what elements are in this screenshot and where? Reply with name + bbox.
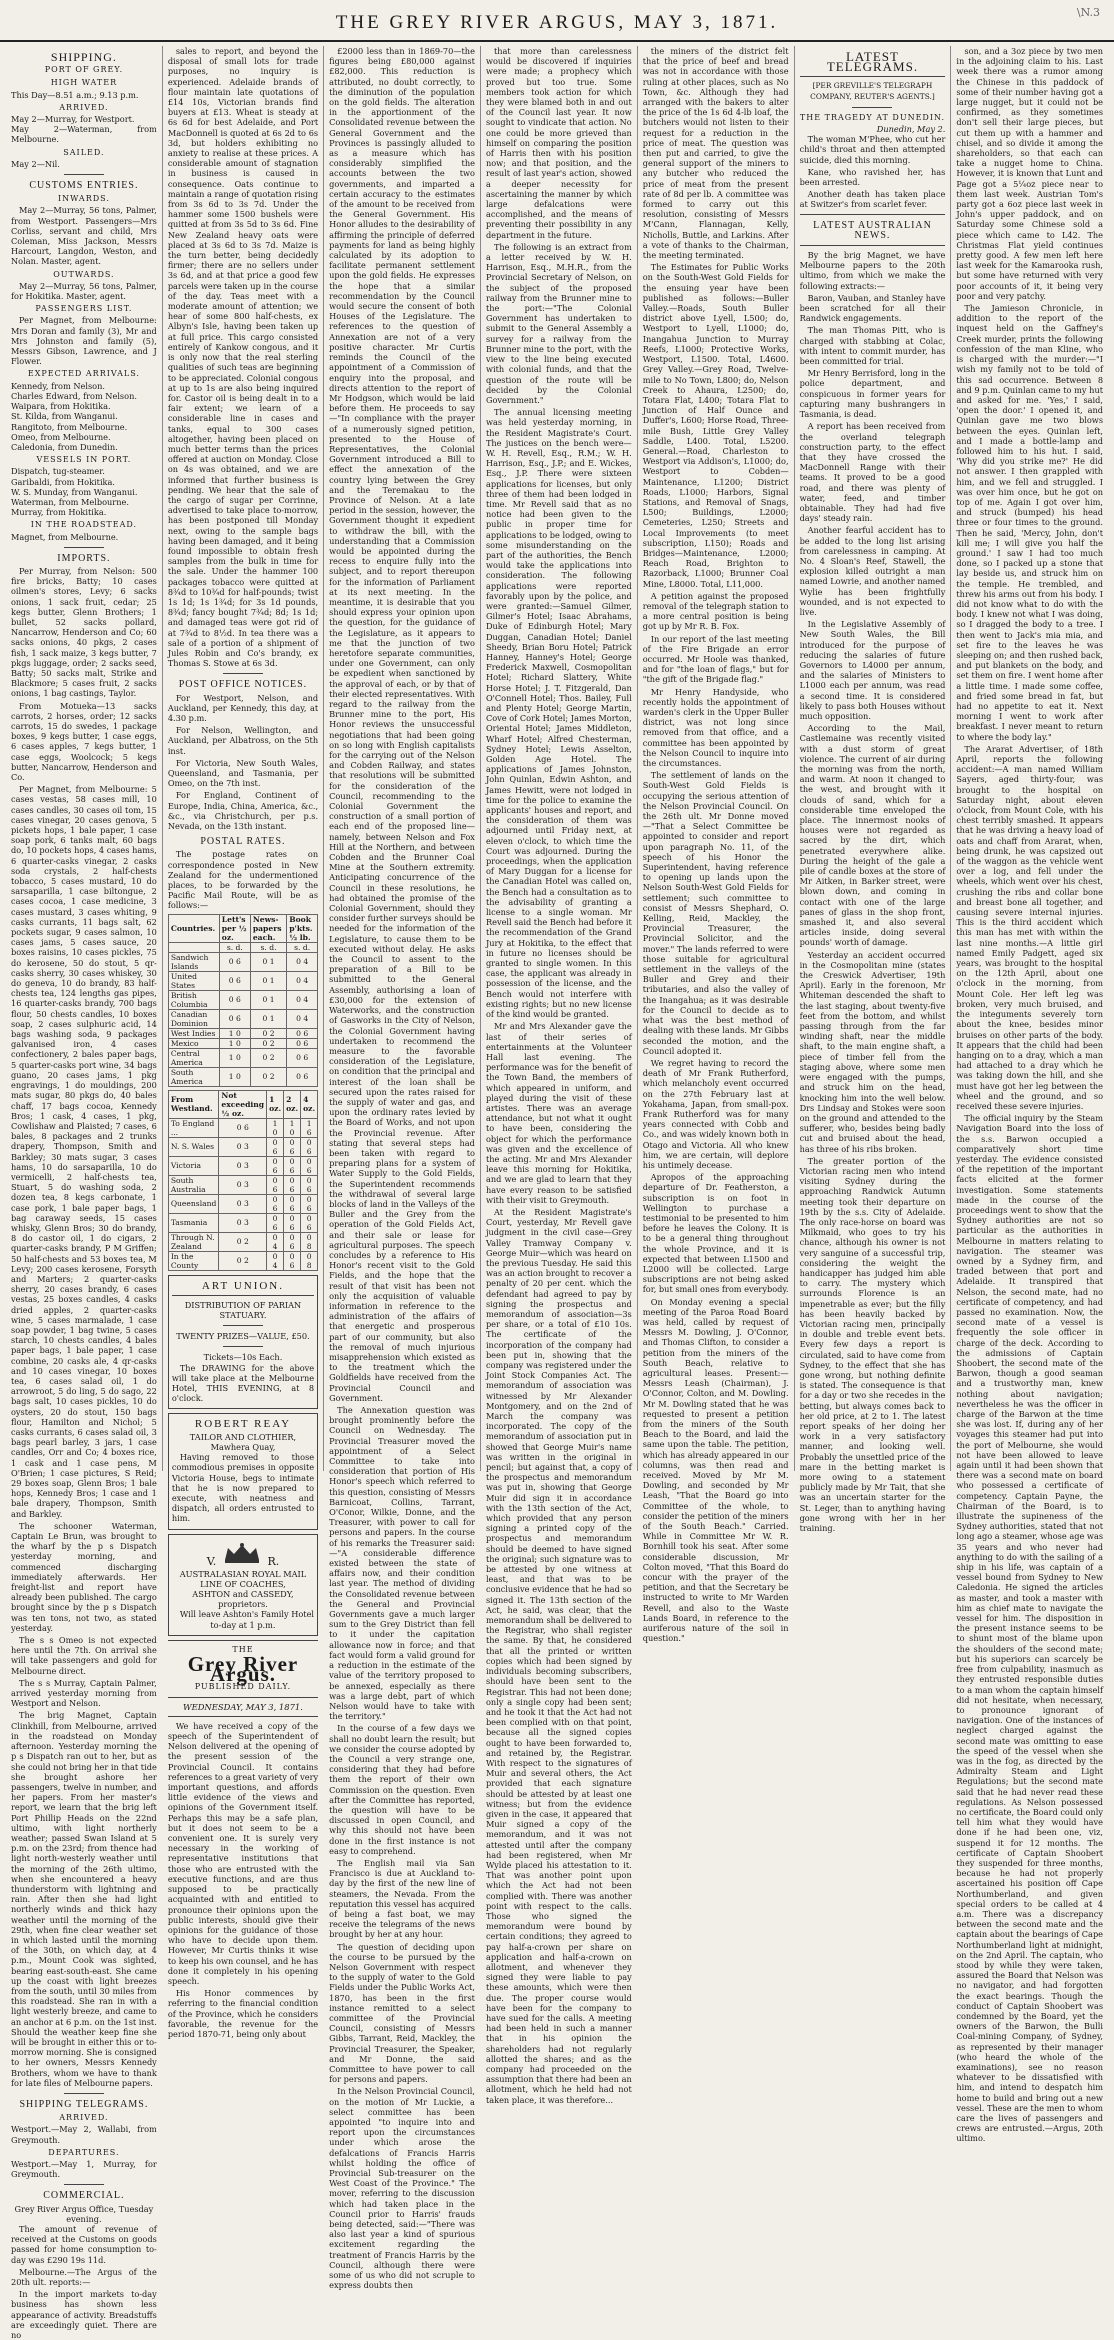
- tailor-text: Having removed to those commodious premises in opposite Victoria House, begs to intimate that he is now prepared to execute, with neatness and dispatch, all orders entrusted to him.: [171, 1452, 315, 1524]
- expected-item: Waipara, from Hokitika.: [11, 401, 111, 412]
- shipping-title: SHIPPING.: [50, 50, 117, 64]
- table-cell: 1 6: [301, 1118, 318, 1137]
- table-cell: United States: [168, 971, 219, 990]
- crest-v: V.: [206, 1554, 217, 1568]
- table-cell: 0 4: [287, 952, 318, 971]
- table-cell: 0 6: [267, 1156, 284, 1175]
- divider: [800, 214, 946, 215]
- divider: [64, 547, 104, 548]
- divider: [64, 2093, 104, 2094]
- table-cell: 0 6: [287, 1028, 318, 1038]
- article-para: The Ararat Advertiser, of 18th April, reports the following accident:—A man named William Sayers, aged thirty-four, was brought to the hospital on Saturday night, about eleven o'clock, from Mount Cole, with his chest terribly smashed. It appears that he was driving a heavy load of oats and chaff from Ararat, when, being drunk, he was capsized out of the waggon as the vehicle went over a log, and fell under the wheels, which went over his chest, crushing the ribs and collar bone and breast bone all together, and causing severe internal injuries. This is the third accident which this man has met with within the last nine months.—A little girl named Emily Padgett, aged six years, was brought to the hospital on the 12th April, about one o'clock in the morning, from Mount Cole. Her left leg was broken, very much bruised, and the integuments severely torn about the knee, besides minor bruises on other parts of the body. It appears that the child had been hanging on to a dray, which a man had attached to a dray which he was taking down the hill, and she must have got her leg between the wheel and the ground, and so received these severe injuries.: [956, 743, 1104, 1111]
- table-cell: 0 6: [219, 952, 250, 971]
- divider: [852, 107, 892, 108]
- table-cell: 0 6: [301, 1213, 318, 1232]
- inwards: May 2—Murray, 56 tons, Palmer, from Westport. Passengers—Mrs Corliss, servant and child, Mrs Coleman, Miss Jackson, Messrs Harcourt, Langdon, Weston, and Nolan. Master, agent.: [11, 205, 157, 267]
- table-cell: To England ...: [168, 1118, 219, 1137]
- table-cell: 0 2: [250, 1067, 286, 1086]
- expected-item: Kennedy, from Nelson.: [11, 380, 105, 391]
- article-para: The Jamieson Chronicle, in addition to the report of the inquest held on the Gaffney's Creek murder, prints the following confession of the man Kline, who is charged with the murder:—"I wish my family not to be told of this sad occurrence. Between 8 and 9 p.m. Quinlan came to my hut and asked for me. 'Yes,' I said, 'open the door.' I opened it, and Quinlan gave me two blows between the eyes. Quinlan left, and I made a bottle-lamp and followed him to his hut. I said, 'Why did you strike me?' He did not answer. I then grappled with him, and we fell and struggled. I was over him once, but he got on top of me. Again I got over him, and struck (bumped) his head three or four times to the ground. Then he said, 'Mercy, John, don't kill me; I will give you half the ground.' I saw I had too much done, so I packed up a stone that lay beside us, and struck him on the temple. He trembled, and threw his arms out from his body. I did not know what to do with the body. I knew not what I was doing, so I dragged the body to a tree. I then went to Jack's mia mia, and set fire to the leaves he was sleeping on; and then rushed back, and put blankets on the body, and set them on fire. I went home after a little time. I made some coffee, and fried some bread in fat, but had no appetite to eat it. Next morning I went to work after breakfast. I never meant to return to where the body lay.": [956, 303, 1104, 742]
- table-cell: 0 4: [287, 971, 318, 990]
- tailor-sub: TAILOR AND CLOTHIER, Mawhera Quay,: [189, 1431, 297, 1452]
- table-cell: 0 2: [250, 1038, 286, 1048]
- table-cell: 0 3: [219, 1175, 267, 1194]
- table-cell: 1 0: [219, 1067, 250, 1086]
- table-row: [168, 1232, 317, 1251]
- aus-para: In the Legislative Assembly of New South Wales, the Bill introduced for the purpose of reducing the salaries of future Governors to L4000 per annum, and the salaries of Ministers to L1000 each per annum, was read a second time. It is considered likely to pass both Houses without much opposition.: [799, 619, 946, 721]
- paper-published: PUBLISHED DAILY.: [194, 1682, 292, 1692]
- article-para: that more than carelessness would be discovered if inquiries were made; a prophecy which proved but too true. Some members took action for which they were blamed both in and out of the Council last year. It now sought to vindicate that action. No one could be more grieved than himself on comparing the position of Harris then with his position now; and that position, and the result of last year's action, showed a deeper necessity for ascertaining the manner by which large defalcations were accomplished, and the means of preventing their possibility in any department in the future.: [485, 46, 632, 240]
- article-para: the miners of the district felt that the price of beef and bread was not in accordance with those ruling at other places, such as No Town, &c. Although they had arranged with the bakers to alter the price of the 1s 6d 4-lb loaf, the butchers would not listen to their request for a reduction in the price of meat. The question was then put and carried, to give the general support of the miners to any butcher who reduced the price of meat from the present rate of 8d per lb. A committee was formed to carry out this resolution, consisting of Messrs M'Cann, Flannagan, Kelly, Nicholls, Buttle, and Larkins. After a vote of thanks to the Chairman, the meeting terminated.: [642, 46, 789, 261]
- divider: [223, 1346, 263, 1347]
- table-cell: 0 6: [301, 1194, 318, 1213]
- coach-text: Will leave Ashton's Family Hotel to-day at 1 p.m.: [179, 1609, 315, 1630]
- table-cell: 0 1: [250, 990, 286, 1009]
- table-header-row: [168, 914, 317, 942]
- tele-departures-label: DEPARTURES.: [48, 2147, 120, 2157]
- art-union-line: DISTRIBUTION OF PARIAN STATUARY.: [184, 1299, 302, 1321]
- table-cell: 0 6: [284, 1213, 301, 1232]
- table-unit-cell: [168, 942, 219, 952]
- tele-departures: Westport.—May 1, Murray, for Greymouth.: [11, 2159, 157, 2180]
- table-cell: Queensland: [168, 1194, 219, 1213]
- table-cell: 0 6: [284, 1156, 301, 1175]
- tele-arrived-label: ARRIVED.: [59, 2113, 109, 2123]
- table-cell: 0 6: [219, 990, 250, 1009]
- customs-title: CUSTOMS ENTRIES.: [29, 180, 139, 192]
- post-notice: For England, Continent of Europe, India, China, America, &c., &c., via Christchurch, per p.s. Nevada, on the 13th instant.: [167, 790, 319, 832]
- article-para: The following is an extract from a letter received by W. H. Harrison, Esq., M.H.R., from the Provincial Secretary of Nelson, on the subject of the proposed railway from the Brunner mine to the port:—"The Colonial Government has undertaken to submit to the General Assembly a survey for a railway from the Brunner mine to the port, with the view to the line being executed with colonial funds, and that the question of the route will be decided by the Colonial Government.": [485, 241, 632, 405]
- table-cell: 0 6: [267, 1175, 284, 1194]
- divider: [168, 1697, 318, 1698]
- table-cell: Sandwich Islands: [168, 952, 219, 971]
- shipping-news: The s s Omeo is not expected here until the 7th. On arrival she will take passengers and gold for Melbourne direct.: [11, 1635, 157, 1676]
- table-cell: 0 3: [219, 1156, 267, 1175]
- table-row: [168, 1194, 317, 1213]
- commercial-para: The amount of revenue of received at the Customs on goods passed for home consumption to-day was £290 19s 11d.: [11, 2224, 157, 2265]
- article-para: In the course of a few days we shall no doubt learn the result; but we consider the course adopted by the Council a very strange one, considering that they had before them the report of their own Commission on the question. Even after the Committee has reported, the question will have to be discussed in open Council, and why this should not have been done in the first instance is not easy to comprehend.: [329, 1723, 475, 1856]
- table-header-cell: 1 oz.: [267, 1090, 284, 1118]
- aus-para: According to the Mail, Castlemaine was recently visited with a dust storm of great violence. The current of air during the morning was from the north, and warm. At noon it changed to the west, and brought with it clouds of sand, which for a considerable time enveloped the place. The innermost nooks of houses were not regarded as sacred by the dirt, which penetrated everywhere alike. During the height of the gale a pile of candle boxes at the store of Mr Aitken, in Barker street, were blown down, and coming in contact with one of the large panes of glass in the shop front, smashed it, and also several articles inside, doing several pounds' worth of damage.: [799, 723, 946, 948]
- shipping-news: The s s Murray, Captain Palmer, arrived yesterday morning from Westport and Nelson.: [11, 1677, 157, 1709]
- table-cell: 0 4: [287, 990, 318, 1009]
- westland-rates-table: [168, 1090, 318, 1271]
- table-cell: 0 3: [219, 1213, 267, 1232]
- tragedy-para: Kane, who ravished her, has been arrested.: [799, 166, 946, 188]
- table-row: [168, 1213, 317, 1232]
- editorial-para: His Honor commences by referring to the financial condition of the Province, which he considers favorable, the revenue for the period 1870-71, being only about: [167, 1988, 319, 2039]
- tragedy-para: Another death has taken place at Switzer's from scarlet fever.: [799, 189, 946, 210]
- table-cell: 0 6: [219, 1009, 250, 1028]
- table-row: [168, 1009, 317, 1028]
- table-cell: 1 0: [284, 1118, 301, 1137]
- roadstead-label: IN THE ROADSTEAD.: [30, 520, 138, 530]
- table-cell: 0 1: [250, 971, 286, 990]
- column-4: [481, 46, 638, 2105]
- column-1: [6, 46, 163, 2340]
- column-7: [951, 46, 1108, 2144]
- imports-title: IMPORTS.: [57, 552, 111, 564]
- expected-item: Caledonia, from Dunedin.: [11, 441, 118, 452]
- shipping-news: The brig Magnet, Captain Clinkhill, from Melbourne, arrived in the roadstead on Monday afternoon. Yesterday morning the p s Dispatch ran out to her, but as she could not bring her in that tide she brought ashore her passengers, twelve in number, and her papers. From her master's report, we learn that the brig left Port Phillip Heads on the 22nd ultimo, with light northerly weather; passed Swan Island at 5 p.m. on the 23rd; from thence had light north-westerly weather until the morning of the 26th ultimo, when she encountered a heavy thunderstorm with lightning and rain. After then she had light northerly winds and thick hazy weather until the morning of the 29th, when fine clear weather set in which lasted until the morning of the 30th, on which day, at 4 p.m., Mount Cook was sighted, bearing east-south-east. She came up the coast with light breezes from the south, until 30 miles from this roadstead. She ran in with a light westerly breeze, and came to an anchor at 6 p.m. on the 1st inst. Should the weather keep fine she will be brought in either this or to-morrow morning. She is consigned to her owners, Messrs Kennedy Brothers, whom we have to thank for late files of Melbourne papers.: [11, 1710, 157, 2088]
- table-cell: 1 0: [219, 1028, 250, 1038]
- aus-para: The man Thomas Pitt, who is charged with stabbing at Colac, with intent to commit murder, has been committed for trial.: [799, 325, 946, 367]
- crown-icon: [219, 1542, 265, 1564]
- article-para: £2000 less than in 1869-70—the figures being £80,000 against £82,000. This reduction is attributed, no doubt correctly, to the diminution of the population on the gold fields. The alteration in the apportionment of the Consolidated revenue between the General Government and the Provinces is passingly alluded to as a measure which has considerably simplified the accounts between the two governments, and imparted a certain accuracy to the estimates of the amount to be received from the General Government. His Honor alludes to the desirability of affirming the principle of deferred payments for land as being highly calculated by its adoption to facilitate permanent settlement upon the gold fields. He expresses the hope that a similar recommendation by the Council would secure the consent of both Houses of the Legislature. The references to the question of Annexation are not of a very positive character. Mr Curtis reminds the Council of the appointment of a Commission of enquiry into the proposal, and directs attention to the report of Mr Hodgson, which would be laid before them. He proceeds to say—"In compliance with the prayer of a numerously signed petition, presented to the House of Representatives, the Colonial Government introduced a Bill to effect the annexation of the country lying between the Grey and the Teremakau to the Province of Nelson. At a late period in the session, however, the Government thought it expedient to withdraw the bill, with the understanding that a Commission would be appointed during the recess to enquire fully into the subject, and to report thereupon for the information of Parliament at its next meeting. In the meantime, it is desirable that you should express your opinion upon the question, for the guidance of the Legislature, as it appears to me that the junction of two heretofore separate communities, under one Government, can only be expedient when sanctioned by the approval of each, or by that of their elected representatives. With regard to the railway from the Brunner mine to the port, His Honor reviews the unsuccessful negotiations that had been going on so long with English capitalists for the carrying out of the Nelson and Cobden Railway, and states that resolutions will be submitted for the consideration of the Council, recommending to the Colonial Government the construction of a small portion of each end of the proposed line—namely, between Nelson and Fox Hill at the Northern, and between Cobden and the Brunner Coal Mine at the Southern extremity. Anticipating concurrence of the Council in these resolutions, he had obtained the promise of the Colonial Government, should they consider further surveys should be needed for the information of the Legislature, to cause them to be executed without delay. He asks the Council to assent to the preparation of a Bill to be submitted to the General Assembly, authorising a loan of £30,000 for the extension of Waterworks, and the construction of Gasworks in the City of Nelson, the Colonial Government having undertaken to recommend the measure to the favorable consideration of the Legislature, on condition that the principal and interest of the loan shall be secured upon the rates raised for the supply of water and gas, and upon the ordinary rates levied by the Board of Works, and not upon the Provincial revenue. After stating that several steps had been taken with regard to preparing plans for a system of Water Supply to the Gold Fields, the Superintendent recommends the withdrawal of several large blocks of land in the Valleys of the Buller and the Grey from the operation of the Gold Fields Act, and their sale or lease for agricultural purposes. The speech concludes by a reference to His Honor's recent visit to the Gold Fields, and the hope that the result of that visit has been not only the acquisition of valuable information in reference to the administration of the affairs of that energetic and prosperous part of our community, but also the removal of much injurious misapprehension which existed as to the treatment which the Goldfields have received from the Provincial Council and Government.: [329, 46, 475, 1403]
- table-units-row: [168, 942, 317, 952]
- market-report: sales to report, and beyond the disposal of small lots for trade purposes, no inquiry is experienced. Adelaide brands of flour maintain late quotations of £14 10s, Victorian brands find buyers at £13. Wheat is steady at 6s 6d for best Adelaide, and Port MacDonnell is quoted at 6s 2d to 6s 3d, but holders exhibiting no anxiety to realise at these prices. A considerable amount of stagnation in business is caused in consequence. Oats continue to maintain a range of quotation rising from 3s 6d to 3s 7d. Under the hammer some 1500 bushels were quitted at from 3s 5d to 3s 6d. Fine New Zealand heavy oats were placed at 3s 6d to 3s 7d. Maize is the turn better, being decidedly firmer; there are no sellers under 3s 6d, and at that price a good few parcels were taken up in the course of the day. Teas meet with a moderate amount of attention; we hear of some 800 half-chests, ex Albyn's Isle, having been taken up at full price. This cargo consisted entirely of Kankow congous, and it is only now that the real sterling qualities of such teas are beginning to be appreciated. Colonial congous at up to 1s are also being inquired for. Castor oil is being dealt in to a fair extent; we learn of a considerable line in cases and tanks, equal to 300 cases altogether, having been placed on much better terms than the prices offered at auction on Monday. Close on 4s was obtained, and we are informed that further business is pending. We hear that the sale of the cargo of sugar per Corrinne, advertised to take place to-morrow, has been postponed till Monday next, owing to the sample bags having been damaged, and it being found impossible to obtain fresh samples from the bulk in time for the sale. Under the hammer 100 packages tobacco were quitted at 8¾d to 10¾d for half-pounds; twist 1s 1d; 1s 1¾d; for 3s 1d pounds, 8¾d; fancy bought 7¾d; 8d; 1s 1d; and damaged teas were got rid of at 7¾d to 8½d. In tea there was a sale of a portion of a shipment of Jules Robin and Co's brandy, ex Thomas S. Stowe at 6s 3d.: [167, 46, 319, 669]
- vessel-item: Waterman, from Melbourne.: [11, 496, 129, 507]
- post-office-title: POST OFFICE NOTICES.: [178, 679, 308, 691]
- table-row: [168, 1048, 317, 1067]
- table-cell: 0 4: [267, 1232, 284, 1251]
- roadstead: Magnet, from Melbourne.: [11, 531, 119, 542]
- coach-sub: ASHTON and CASSEDY, proprietors.: [192, 1589, 294, 1610]
- table-row: [168, 971, 317, 990]
- table-cell: 0 2: [250, 1028, 286, 1038]
- high-water: This Day—8.51 a.m.; 9.13 p.m.: [11, 89, 139, 100]
- table-header-cell: From Westland.: [168, 1090, 219, 1118]
- tragedy-title: THE TRAGEDY AT DUNEDIN.: [799, 112, 946, 122]
- masthead-title: THE GREY RIVER ARGUS, MAY 3, 1871.: [335, 12, 779, 33]
- table-cell: 0 6: [284, 1194, 301, 1213]
- table-cell: Tasmania: [168, 1213, 219, 1232]
- table-cell: 0 4: [267, 1251, 284, 1270]
- table-row: [168, 1175, 317, 1194]
- table-cell: 0 6: [301, 1156, 318, 1175]
- table-header-row: [168, 1090, 317, 1118]
- postal-rates-table: [168, 914, 318, 1087]
- passengers: Per Magnet, from Melbourne: Mrs Doran and family (3), Mr and Mrs Johnston and family (5), Messrs Gibson, Lawrence, and J Flower.: [11, 315, 157, 367]
- table-cell: 0 6: [219, 1118, 267, 1137]
- commercial-sub: Grey River Argus Office, Tuesday evening.: [14, 2203, 154, 2224]
- vessel-item: Murray, from Hokitika.: [11, 507, 107, 518]
- table-cell: 0 1: [250, 952, 286, 971]
- table-unit-cell: s. d.: [250, 942, 286, 952]
- article-para: We regret having to record the death of Mr Frank Rutherford, which melancholy event occurred on the 27th February last at Yokahama, Japan, from small-pox. Frank Rutherford was for many years connected with Cobb and Co., and was widely known both in Otago and Victoria. All who knew him, we are certain, will deplore his untimely decease.: [642, 1057, 789, 1170]
- table-cell: 0 6: [284, 1175, 301, 1194]
- divider: [64, 2184, 104, 2185]
- table-cell: 0 8: [301, 1232, 318, 1251]
- table-cell: Victoria: [168, 1156, 219, 1175]
- aus-para: Yesterday an accident occurred in the Cosmopolitan mine (states the Creswick Advertiser, 19th April). Early in the forenoon, Mr Whiteman descended the shaft to the last staging, about twenty-five feet from the bottom, and whilst passing through from the far winding shaft, near the middle shaft, to the main engine shaft, a piece of timber fell from the staging above, where some men were engaged with the pumps, and struck him on the head, knocking him into the well below. Drs Lindsay and Stokes were soon on the ground and attended to the sufferer, who, besides being badly cut and bruised about the head, has three of his ribs broken.: [799, 949, 946, 1154]
- post-notice: For Victoria, New South Wales, Queensland, and Tasmania, per Omeo, on the 7th inst.: [167, 757, 319, 789]
- article-para: The Estimates for Public Works on the South-West Gold Fields for the ensuing year have been published as follows:—Buller Valley.—Roads, South Buller district above Lyell, L500; do, Westport to Lyell, L1000; do, Inangahua Junction to Murray Reefs, L1000; Protective Works, Westport, L1500. Total, L4600. Grey Valley.—Grey Road, Twelve-mile to No Town, L800; do, Nelson Creek to Ahaura, L2500; do, Totara Flat, L400; Totara Flat to Junction of Half Ounce and Duffer's, L600; Horse Road, Three-mile Bush, Little Grey Valley Saddle, L400. Total, L5200. General.—Road, Charleston to Westport via Addison's, L1000; do, Westport to Cobden—Maintenance, L1200; District Roads, L1000; Harbors, Signal Stations, and Removal of Snags, L500; Buildings, L2000; Cemeteries, L250; Streets and Local Improvements (to meet subscription, L150); Roads and Bridges—Maintenance, L2000; Reach Road, Brighton to Razorback, L1000; Brunner Coal Mine, L8000. Total, L11,000.: [642, 262, 789, 589]
- article-para: The official inquiry by the Steam Navigation Board into the loss of the s.s. Barwon occupied a comparatively short time yesterday. The evidence consisted of the repetition of the important facts elicited at the former investigation. Some statements made in the course of the proceedings went to show that the Sydney authorities are not so particular as the authorities in Melbourne in matters relating to navigation. The steamer was owned by a Sydney firm, and traded between that port and Adelaide. It transpired that Nelson, the second mate, had no certificate of competency, and had passed no examination. Now, the second mate of a vessel is frequently the sole officer in charge of the deck. According to the admissions of Captain Shoobert, the second mate of the Barwon, though a good seaman and a trustworthy man, knew nothing about navigation; nevertheless he was the officer in charge of the Barwon at the time she was lost. If, during any of her voyages this steamer had put into the port of Melbourne, she would not have been allowed to leave again until it had been shown that there was a second mate on board who possessed a certificate of competency. Captain Payne, the Chairman of the Board, is to illustrate the supineness of the Sydney authorities, stated that not long ago a steamer, whose age was 35 years and who never had anything to do with the sailing of a ship in his life, was captain of a vessel bound from Sydney to New Caledonia. He signed the articles as master, and took a master with him as chief mate to navigate the vessel for him. The disposition in the present instance seems to be to shunt most of the blame upon the shoulders of the second mate; but his superiors can scarcely be free from culpability, inasmuch as they entrusted responsible duties to a man whom the captain himself did not hesitate, when necessary, to pronounce ignorant of navigation. One of the instances of neglect charged against the second mate was omitting to ease the speed of the vessel when she was in the fog, as directed by the Admiralty Steam and Light Regulations; but the second mate said that he had never read these regulations. As Nelson possessed no certificate, the Board could only tell him what they would have done if he had been one, viz, suspend it for 12 months. The certificate of Captain Shoobert they suspended for three months, because he had not properly ascertained his position off Cape Northumberland, and given special orders to be called at 4 a.m. There was a discrepancy between the second mate and the captain about the bearings of Cape Northumberland light at midnight, on the 2nd April. The captain, who stood by while they were taken, assured the Board that Nelson was no navigator, and had forgotten the exact bearings. Though the conduct of Captain Shoobert was condemned by the Board, yet the owners of the Barwon, the Bulli Coal-mining Company, of Sydney, as represented by their manager (who heard the whole of the examinations), see no reason whatever to be dissatisfied with him, and intend to despatch him home to build and bring out a new vessel. These are the men to whom care the lives of passengers and crews are entrusted.—Argus, 20th ultimo.: [956, 1113, 1104, 2144]
- table-header-cell: News-papers each.: [250, 914, 286, 942]
- aus-para: A report has been received from the overland telegraph construction party, to the effect that they have crossed the MacDonnell Range with their teams. It proved to be a good road, and there was plenty of water, feed, and timber obtainable. They had had five days' steady rain.: [799, 421, 946, 524]
- article-para: Mr and Mrs Alexander gave the last of their series of entertainments at the Volunteer Hall last evening. The performance was for the benefit of the Town Band, the members of which appeared in uniform, and played during the visit of these artistes. There was an average attendance, but not what it ought to have been, considering the object for which the performance was given and the excellence of the acting. Mr and Mrs Alexander leave this morning for Hokitika, and we are glad to learn that they have every reason to be satisfied with their visit to Greymouth.: [485, 1021, 632, 1205]
- port-title: PORT OF GREY.: [44, 65, 124, 75]
- masthead: [0, 0, 1114, 42]
- imports-para: Per Murray, from Nelson: 500 fire bricks, Batty; 10 cases oilmen's stores, Levy; 6 sacks onions, 1 sack fruit, cedar; 25 kegs butter, Glenn Brothers; 1 bullet, 52 sacks pollard, Nancarrow, Henderson and Co; 60 sacks onions, 40 pkgs, 2 cases fish, 1 sack maize, 3 kegs butter, 7 pkgs luggage, order; 2 sacks seed, Batty; 50 sacks malt, Strike and Blackmore; 5 cases fruit, 2 sacks onions, 1 bag castings, Taylor.: [11, 565, 157, 699]
- table-cell: 0 8: [301, 1251, 318, 1270]
- article-para: A petition against the proposed removal of the telegraph station to a more central position is being got up by Mr R. B. Fox.: [642, 590, 789, 632]
- article-para: Apropos of the approaching departure of Dr. Featherston, a subscription is on foot in Wellington to purchase a testimonial to be presented to him before he leaves the Colony. It is to be a general thing throughout the whole Province, and it is expected that between L1500 and L2000 will be collected. Large subscriptions are not being asked for, but small ones from everybody.: [642, 1172, 789, 1295]
- telegram-credit: [PER GREVILLE'S TELEGRAPH COMPANY, REUTER'S AGENTS.]: [810, 81, 935, 101]
- passengers-label: PASSENGERS LIST.: [35, 304, 133, 314]
- art-union-title: ART UNION.: [201, 1279, 285, 1292]
- postal-rates-title: POSTAL RATES.: [200, 836, 286, 848]
- table-row: [168, 1156, 317, 1175]
- divider: [168, 1640, 318, 1641]
- columns: [6, 46, 1108, 2340]
- article-para: The annual licensing meeting was held yesterday morning, in the Resident Magistrate's Court. The justices on the bench were—W. H. Revell, Esq., R.M.; W. H. Harrison, Esq., J.P.; and E. Wickes, Esq., J.P. There were sixteen applications for licenses, but only three of them had been lodged in time. Mr Revell said that as no notice had been given to the public in proper time for applications to be lodged, owing to some misunderstanding on the part of the authorities, the Bench would take the applications into consideration. The following applications were reported favorably upon by the police, and were granted:—Samuel Gilmer, Gilmer's Hotel; Isaac Abrahams, Duke of Edinburgh Hotel; Mary Duggan, Canadian Hotel; Daniel Sheedy, Brian Boru Hotel; Patrick Hanney, Hanney's Hotel; George Frederick Maxwell, Cosmopolitan Hotel; Richard Slattery, White Horse Hotel; J. T. Fitzgerald, Dan O'Connell Hotel; Thos. Bailey, Full and Plenty Hotel; George Martin, Cove of Cork Hotel; James Morton, Oriental Hotel; James Middleton, Wharf Hotel; Alfred Chesterman, Sydney Hotel; Lewis Asselton, Golden Age Hotel. The applications of James Johnston, John Quinlan, Edwin Ashton, and James Hewitt, were not lodged in time for the police to examine the applicants' houses and report, and the consideration of them was adjourned until Friday next, at eleven o'clock, to which time the Court was adjourned. During the proceedings, when the application of Mary Duggan for a license for the Canadian Hotel was called on, the Bench had a consultation as to the advisability of granting a license to a single woman. Mr Revell said the Bench had before it the recommendation of the Grand Jury at Hokitika, to the effect that in future no licenses should be granted to single women. In this case, the applicant was already in possession of the license, and the Bench would not interfere with existing rights; but no new license of the kind would be granted.: [485, 407, 632, 1020]
- article-para: In our report of the last meeting of the Fire Brigade an error occurred. Mr Hoole was thanked, and for "the loan of flags," but for "the gift of the Brigade flag.": [642, 633, 789, 685]
- table-cell: 0 4: [287, 1009, 318, 1028]
- table-cell: 0 6: [284, 1232, 301, 1251]
- table-cell: South America: [168, 1067, 219, 1086]
- tragedy-dateline: Dunedin, May 2.: [876, 124, 946, 135]
- column-5: [638, 46, 795, 1644]
- expected-item: Charles Edward, from Nelson.: [11, 390, 137, 401]
- divider: [800, 76, 946, 77]
- high-water-label: HIGH WATER: [50, 78, 118, 88]
- arrived-item: May 2—Murray, for Westport.: [11, 114, 135, 125]
- table-cell: Through N. Zealand: [168, 1232, 219, 1251]
- table-row: [168, 952, 317, 971]
- post-notice: For Westport, Nelson, and Auckland, per Kennedy, this day, at 4.30 p.m.: [167, 692, 319, 723]
- table-row: [168, 1118, 317, 1137]
- table-cell: 0 2: [219, 1232, 267, 1251]
- paper-the: THE: [232, 1644, 254, 1654]
- commercial-title: COMMERCIAL.: [43, 2190, 125, 2202]
- art-union-line: Tickets—10s Each.: [203, 1352, 283, 1363]
- art-union-line: TWENTY PRIZES—VALUE, £50.: [176, 1331, 310, 1342]
- table-header-cell: Not exceeding ½ oz.: [219, 1090, 267, 1118]
- aus-para: Baron, Vauban, and Stanley have been scratched for all their Randwick engagements.: [799, 292, 946, 324]
- article-para: son, and a 3oz piece by two men in the adjoining claim to his. Last week there was a rumor among the Chinese in this paddock of some of their number having got a large nugget, but it could not be confirmed, as they sometimes don't sell their large pieces, but cut them up with a hammer and chisel, and so divide it among the shareholders, so that each can take a nugget home to China. However, it is known that Lunt and Page got a 5¼oz piece near to them last week. Austrian Tom's party got a 6oz piece last week in John's upper paddock, and on Saturday some Chinese sold a piece which came to L42. The Christmas Flat yield continues pretty good. A few men left here last week for the Kamarooka rush, but some have returned with very poor accounts of it, it being very poor and very patchy.: [956, 46, 1104, 301]
- table-cell: 0 6: [267, 1213, 284, 1232]
- article-para: The Annexation question was brought prominently before the Council on Wednesday. The Provincial Treasurer moved the appointment of a Select Committee to take into consideration that portion of His Honor's speech which referred to this question, consisting of Messrs Barnicoat, Collins, Tarrant, O'Conor, Wilkie, Donne, and the Treasurer, with power to call for persons and papers. In the course of his remarks the Treasurer said:—"A considerable difference existed between the state of affairs now, and their condition last year. The method of dividing the Consolidated revenue between the General and Provincial Governments gave a much larger sum to the Grey District than fell to it under the capitation allowance now in force; and that fact would form a valid ground for a reduction in the estimate of the value of the territory proposed to be annexed, especially as there was a large debt, part of which Nelson would have to take with the territory.": [329, 1405, 475, 1722]
- imports-para: Per Magnet, from Melbourne: 5 cases vestas, 58 cases mill, 10 cases candles, 30 cases oil tom, 15 cases vinegar, 20 cases genova, 5 pickets hops, 1 bale paper, 1 case soap pork, 6 tanks malt, 60 bags do, 10 pockets hops, 4 cases hams, 6 quarter-casks vinegar, 2 casks soda crystals, 2 half-chests tobacco, 5 cases mustard, 10 do sarsaparilla, 1 case biltongue, 2 cases cocoa, 1 case medicine, 3 cases mustard, 3 cases whiting, 9 casks currants, 11 bags salt, 62 pockets sugar, 9 cases salmon, 10 cases jams, 5 cases sauce, 20 boxes raisins, 10 cases pickles, 75 do kerosene, 50 do stout, 5 qr-casks sherry, 30 cases whiskey, 30 do geneva, 10 do brandy, 83 half-chests tea, 124 lengths gas pipes, 16 quarter-casks brandy, 700 bags flour, 50 chests candles, 10 boxes soap, 2 cases sulphuric acid, 14 bags washing soda, 9 packages galvanised iron, 4 cases confectionery, 2 bales paper bags, 5 quarter-casks port wine, 34 bags guano, 20 cases jams, 1 pkg engravings, 1 do mouldings, 200 mats sugar, 80 pkgs do, 40 bales chaff, 17 bags cocoa, Kennedy Bros; 1 cask, 4 cases, 1 pkg, Cowlishaw and Plaisted; 7 cases, 6 bales, 8 packages and 2 trunks drapery, Thompson, Smith and Barkley; 30 mats sugar, 3 cases hams, 10 do sarsaparilla, 10 do vermicelli, 2 half-chests tea, Stuart, 5 do washing soda, 2 dozen tea, 8 kegs carbonate, 1 case pork, 1 bale paper bags, 1 bag caraway seeds, 15 cases whisky, Glenn Bros; 30 do brandy, 8 do castor oil, 1 do cigars, 2 quarter-casks brandy, P M Griffen; 50 half-chests and 53 boxes tea, M Levy; 200 cases kerosene, Forsyth and Marters; 2 quarter-casks sherry, 20 cases brandy, 6 cases vestas, 25 boxes candles, 4 casks dried apples, 2 quarter-casks wine, 5 cases marmalade, 1 case soap powder, 1 bag twine, 5 cases starch, 10 chests candles, 4 bales paper bags, 1 bale paper, 1 case combine, 20 casks ale, 4 qr-casks and 10 cases vinegar, 10 boxes tea, 6 cases salad oil, 1 do arrowroot, 5 do ling, 5 do sago, 22 bags salt, 10 cases pickles, 10 do oysters, 20 do stout, 150 bags flour, Hamilton and Nichol; 5 casks currants, 6 cases salad oil, 3 bags pearl barley, 3 jars, 1 case candles, Orr and Co; 4 boxes rice, 1 cask and 1 case pens, M O'Brien; 1 case pictures, S Reid; 29 boxes soap, Glenn Bros; 1 bale hops, Kennedy Bros; 1 case and 1 bale drapery, Thompson, Smith and Barkley.: [11, 784, 157, 1519]
- table-row: [168, 990, 317, 1009]
- outwards: May 2—Murray, 56 tons, Palmer, for Hokitika. Master, agent.: [11, 280, 157, 302]
- imports-para: From Motueka—13 sacks carrots, 2 horses, order; 12 sacks carrots, 15 do swedes, 1 package boxes, 9 kegs butter, 1 case eggs, 6 cases apples, 7 kegs butter, 1 case eggs, Woolcock; 5 kegs butter, Nancarrow, Henderson and Co.: [11, 700, 157, 782]
- table-cell: 0 6: [219, 971, 250, 990]
- aus-para: The greater portion of the Victorian racing men who intend visiting Sydney during the approaching Randwick Autumn meeting took their departure on 19th by the s.s. City of Adelaide. The only race-horse on board was Milkmaid, who goes to try his chance, although his owner is not very sanguine of a successful trip, considering the weight the handicapper has judged him able to carry. The mystery which surrounds Florence is an impenetrable as ever; but the filly has been heavily backed by Victorian racing men, principally in double and treble event bets. Every few days a report is circulated, said to have come from Sydney, to the effect that she has gone wrong, but nothing definite is stated. The consequence is that for a day or two she recedes in the betting, but always comes back to her old price, at 2 to 1. The latest report speaks of her doing her work in a very satisfactory manner, and looking well. Probably the unsettled price of the mare in the betting market is more owing to a statement publicly made by Mr Tait, that she was an uncertain starter for the St. Leger, than to anything having gone wrong with her in her training.: [799, 1155, 946, 1534]
- vessel-item: Dispatch, tug-steamer.: [11, 466, 105, 477]
- divider: [800, 245, 946, 246]
- tailor-ad: [168, 1413, 318, 1529]
- article-para: The English mail via San Francisco is due at Auckland to-day by the first of the new line of steamers, the Nevada. From the reputation this vessel has acquired of being a fast boat, we may receive the telegrams of the news brought by her at any hour.: [329, 1857, 475, 1940]
- rates-table-body: [168, 952, 317, 1086]
- table-cell: 0 6: [301, 1137, 318, 1156]
- tragedy-para: The woman M'Phee, who cut her child's throat and then attempted suicide, died this morning.: [799, 134, 946, 165]
- table-cell: 0 6: [287, 1067, 318, 1086]
- vessel-item: Garibaldi, from Hokitika.: [11, 476, 116, 487]
- royal-crest: [172, 1542, 314, 1567]
- column-2: [163, 46, 324, 2039]
- art-union-text: The DRAWING for the above will take place at the Melbourne Hotel, THIS EVENING, at 8 o'clock.: [171, 1362, 315, 1404]
- commercial-para: Melbourne.—The Argus of the 20th ult. reports:—: [11, 2266, 157, 2288]
- table-cell: South Australia: [168, 1175, 219, 1194]
- table-row: [168, 1028, 317, 1038]
- table-cell: 0 3: [219, 1137, 267, 1156]
- table-cell: 1 0: [219, 1038, 250, 1048]
- post-notice: For Nelson, Wellington, and Auckland, per Albatross, on the 5th inst.: [167, 725, 319, 756]
- article-para: On Monday evening a special meeting of the Paroa Road Board was held, called by request of Messrs M. Dowling, J. O'Connor, and Thomas Clifton, to consider a petition from the miners of the South Beach, relative to agricultural leases. Present:—Messrs Leash (Chairman), J. O'Connor, Colton, and M. Dowling. Mr M. Dowling stated that he was requested to present a petition from the miners of the South Beach to the Board, and laid the same upon the table. The petition, which has already appeared in our columns, was then read and received. Moved by Mr M. Dowling, and seconded by Mr Leash, "That the Board go into Committee of the whole, to consider the petition of the miners of the South Beach." Carried. While in Committee Mr W. R. Bornhill took his seat. After some considerable discussion, Mr Colton moved, "That this Board do concur with the prayer of the petition, and that the Secretary be instructed to write to Mr Warden Revell, and also to the Waste Lands Board, in reference to the auriferous nature of the soil in question.": [642, 1296, 789, 1644]
- table-cell: 1 0: [267, 1118, 284, 1137]
- table-cell: In the County: [168, 1251, 219, 1270]
- table-cell: Mexico: [168, 1038, 219, 1048]
- rates-intro: The postage rates on correspondence posted in New Zealand for the undermentioned places, to be forwarded by the Pacific Mail Route, will be as follows:—: [167, 849, 319, 911]
- rates-table-body: [168, 1118, 317, 1270]
- table-row: [168, 1038, 317, 1048]
- page-mark: \N.3: [1076, 6, 1100, 19]
- table-header-cell: 4 oz.: [301, 1090, 318, 1118]
- table-cell: 0 2: [219, 1251, 267, 1270]
- table-cell: 1 0: [219, 1048, 250, 1067]
- table-row: [168, 1067, 317, 1086]
- table-cell: 0 6: [267, 1137, 284, 1156]
- tailor-title: ROBERT REAY: [194, 1418, 292, 1431]
- expected-item: St. Kilda, from Wanganui.: [11, 411, 118, 422]
- column-3: [324, 46, 481, 2291]
- aus-para: By the brig Magnet, we have Melbourne papers to the 20th ultimo, from which we make the following extracts:—: [799, 250, 946, 291]
- inwards-label: INWARDS.: [57, 194, 110, 204]
- sailed-label: SAILED.: [63, 147, 105, 157]
- table-row: [168, 1137, 317, 1156]
- vessels-label: VESSELS IN PORT.: [36, 455, 132, 465]
- expected-label: EXPECTED ARRIVALS.: [27, 369, 140, 379]
- sailed: May 2—Nil.: [11, 158, 60, 169]
- table-cell: 0 6: [287, 1038, 318, 1048]
- aus-para: Mr Henry Berrisford, long in the police department, and conspicuous in former years for capturing many bushrangers in Tasmania, is dead.: [799, 368, 946, 420]
- table-cell: Canadian Dominion: [168, 1009, 219, 1028]
- table-cell: 0 2: [250, 1048, 286, 1067]
- table-cell: Central America: [168, 1048, 219, 1067]
- arrived-item: May 2—Waterman, from Melbourne.: [11, 124, 157, 145]
- table-cell: 0 6: [301, 1175, 318, 1194]
- table-row: [168, 1251, 317, 1270]
- table-cell: 0 6: [284, 1251, 301, 1270]
- editorial-para: We have received a copy of the speech of the Superintendent of Nelson delivered at the opening of the present session of the Provincial Council. It contains references to a great variety of very important questions, and affords little evidence of the views and opinions of the Government itself. Perhaps this may be a safe plan, but it does not seem to be a convenient one. It is surely very necessary in the working of representative institutions that those who are entrusted with the executive functions, and are thus supposed to be practically acquainted with and entitled to pronounce their opinions upon the public interests, should give their opinions for the guidance of those who have to decide upon them. However, Mr Curtis thinks it wise to keep his own counsel, and he has done it completely in his opening speech.: [167, 1720, 319, 1986]
- table-cell: 0 3: [219, 1194, 267, 1213]
- divider: [172, 1295, 314, 1296]
- article-para: Mr Henry Handyside, who recently holds the appointment of warden's clerk in the Upper Buller district, was not long since removed from that office, and a committee has been appointed by the Nelson Council to inquire into the circumstances.: [642, 686, 789, 769]
- divider: [223, 1325, 263, 1326]
- table-cell: N. S. Wales: [168, 1137, 219, 1156]
- table-header-cell: Countries.: [168, 914, 219, 942]
- art-union-ad: [168, 1275, 318, 1410]
- arrived-label: ARRIVED.: [59, 102, 109, 112]
- outwards-label: OUTWARDS.: [53, 269, 115, 279]
- article-para: In the Nelson Provincial Council, on the motion of Mr Luckie, a select committee has been appointed "to inquire into and report upon the circumstances under which arose the defalcations of Francis Harris whilst holding the office of Provincial Sub-treasurer on the West Coast of the Province." The mover, referring to the discussion which had taken place in the Council prior to Harris' frauds being detected, said:—"There was also last year a kind of spurious excitement regarding the treatment of Francis Harris by the Council, although there were some of us who did not scruple to express doubts then: [329, 2086, 475, 2291]
- table-header-cell: Book p'kts. ½ lb.: [287, 914, 318, 942]
- expected-item: Omeo, from Melbourne.: [11, 431, 111, 442]
- table-header-cell: Lett's per ½ oz.: [219, 914, 250, 942]
- aus-para: Another fearful accident has to be added to the long list arising from carelessness in camping. At No. 4 Sloan's Reef, Stawell, the explosion killed outright a man named Lowrie, and another named Wylie has been frightfully wounded, and is not expected to live.: [799, 525, 946, 617]
- paper-nameplate: Grey River Argus.: [187, 1652, 299, 1687]
- table-header-cell: 2 oz.: [284, 1090, 301, 1118]
- shipping-news: The schooner Waterman, Captain Le Brun, was brought to the wharf by the p s Dispatch yesterday morning, and commenced discharging immediately afterwards. Her freight-list and report have already been published. The cargo brought since by the p s Dispatch was ten tons, not two, as stated yesterday.: [11, 1520, 157, 1633]
- divider: [64, 174, 104, 175]
- column-6: [795, 46, 952, 1534]
- article-para: The settlement of lands on the South-West Gold Fields is occupying the serious attention of the Nelson Provincial Council. On the 26th ult. Mr Donne moved —"That a Select Committee be appointed to consider and report upon paragraph No. 11, of the speech of his Honor the Superintendent, having reference to opening up lands upon the Nelson South-West Gold Fields for settlement; such committee to consist of Messrs Shephard, O. Kelling, Reid, Mackley, the Provincial Treasurer, the Provincial Solicitor, and the mover." The lands referred to were those suitable for agricultural settlement in the valleys of the Buller and Grey and their tributaries, and also the valley of the Inangahua; as it was desirable for the Council to decide as to what was the best method of dealing with these lands. Mr Gibbs seconded the motion, and the Council adopted it.: [642, 770, 789, 1056]
- divider: [223, 673, 263, 674]
- commercial-para: In the import markets to-day business has shown less appearance of activity. Breadstuffs are exceedingly quiet. There are no: [11, 2289, 157, 2340]
- crest-r: R.: [267, 1554, 280, 1568]
- vessel-item: W. S. Munday, from Wanganui.: [11, 486, 138, 497]
- article-para: At the Resident Magistrate's Court, yesterday, Mr Revell gave judgment in the civil case—Grey Valley Tramway Company v. George Muir—which was heard on the previous Tuesday. He said this was an action brought to recover a penalty of 20 per cent. which the defendant had agreed to pay by signing the prospectus and memorandum of association—3s per share, or a total of £10 10s. The certificate of the incorporation of the company had been put in, showing that the company was registered under the Joint Stock Companies Act. The memorandum of association was witnessed by Mr Alexander Montgomery, and on the 2nd of March the company was incorporated. The copy of the memorandum of association put in showed that George Muir's name was written in the original in pencil; but against that, a copy of the prospectus and memorandum was put in, showing that George Muir did sign it in accordance with the 13th section of the Act, which provided that any person signing a printed copy of the prospectus and memorandum should be deemed to have signed the original; such signature was to be attested by one witness at least, and that was to be conclusive evidence that he had so signed it. The 13th section of the Act, he said, was clear, that the memorandum shall be delivered to the Registrar, who shall register the same. By that, he considered that all the printed or written copies which had been signed by individuals becoming subscribers, should have been sent to the Registrar. This had not been done; only a single copy had been sent; and he took it that the Act had not been complied with on that point, because all the signed copies ought to have been forwarded to, and retained by, the Registrar. With respect to the signatures of Muir and several others, the Act provided that each signature should be attested by at least one witness; but from the evidence given in the case, it appeared that Muir signed a copy of the memorandum, and it was not attested until after the company had been registered, when Mr Wylde placed his attestation to it. That was another point upon which the Act had not been complied with. There was another point with respect to the calls. Those who signed the memorandum were bound by certain conditions; they agreed to pay half-a-crown per share on application and half-a-crown on allotment, and whenever they signed they were liable to pay these amounts, which were then due. The proper course would have been for the company to have sued for the calls. A meeting had been held in such a manner that in his opinion the shareholders had not regularly allotted the shares; and as the company had proceeded on the assumption that there had been an allotment, which he held had not taken place, it was therefore...: [485, 1206, 632, 2105]
- table-cell: 0 6: [267, 1194, 284, 1213]
- table-cell: 0 6: [287, 1048, 318, 1067]
- article-para: The question of deciding upon the course to be pursued by the Nelson Government with respect to the supply of water to the Gold Fields under the Public Works Act, 1870, has been in the first instance remitted to a select committee of the Provincial Council, consisting of Messrs Gibbs, Tarrant, Reid, Mackley, the Provincial Treasurer, the Speaker, and Mr Donne, the said Committee to have power to call for persons and papers.: [329, 1941, 475, 2085]
- table-unit-cell: s. d.: [287, 942, 318, 952]
- table-unit-cell: s. d.: [219, 942, 250, 952]
- australian-news-title: LATEST AUSTRALIAN NEWS.: [813, 219, 932, 241]
- table-cell: 0 1: [250, 1009, 286, 1028]
- shipping-telegrams-title: SHIPPING TELEGRAMS.: [19, 2099, 149, 2110]
- tele-arrived: Westport.—May 2, Wallabi, from Greymouth.: [11, 2124, 157, 2145]
- table-cell: 0 6: [284, 1137, 301, 1156]
- paper-date: WEDNESDAY, MAY 3, 1871.: [183, 1701, 303, 1712]
- expected-item: Rangitoto, from Melbourne.: [11, 421, 128, 432]
- coach-ad: [168, 1534, 318, 1636]
- table-cell: British Columbia: [168, 990, 219, 1009]
- latest-telegrams-title: LATEST TELEGRAMS.: [826, 49, 919, 75]
- divider: [168, 1716, 318, 1717]
- coach-title: AUSTRALASIAN ROYAL MAIL LINE OF COACHES,: [179, 1568, 307, 1589]
- table-cell: West Indies: [168, 1028, 219, 1038]
